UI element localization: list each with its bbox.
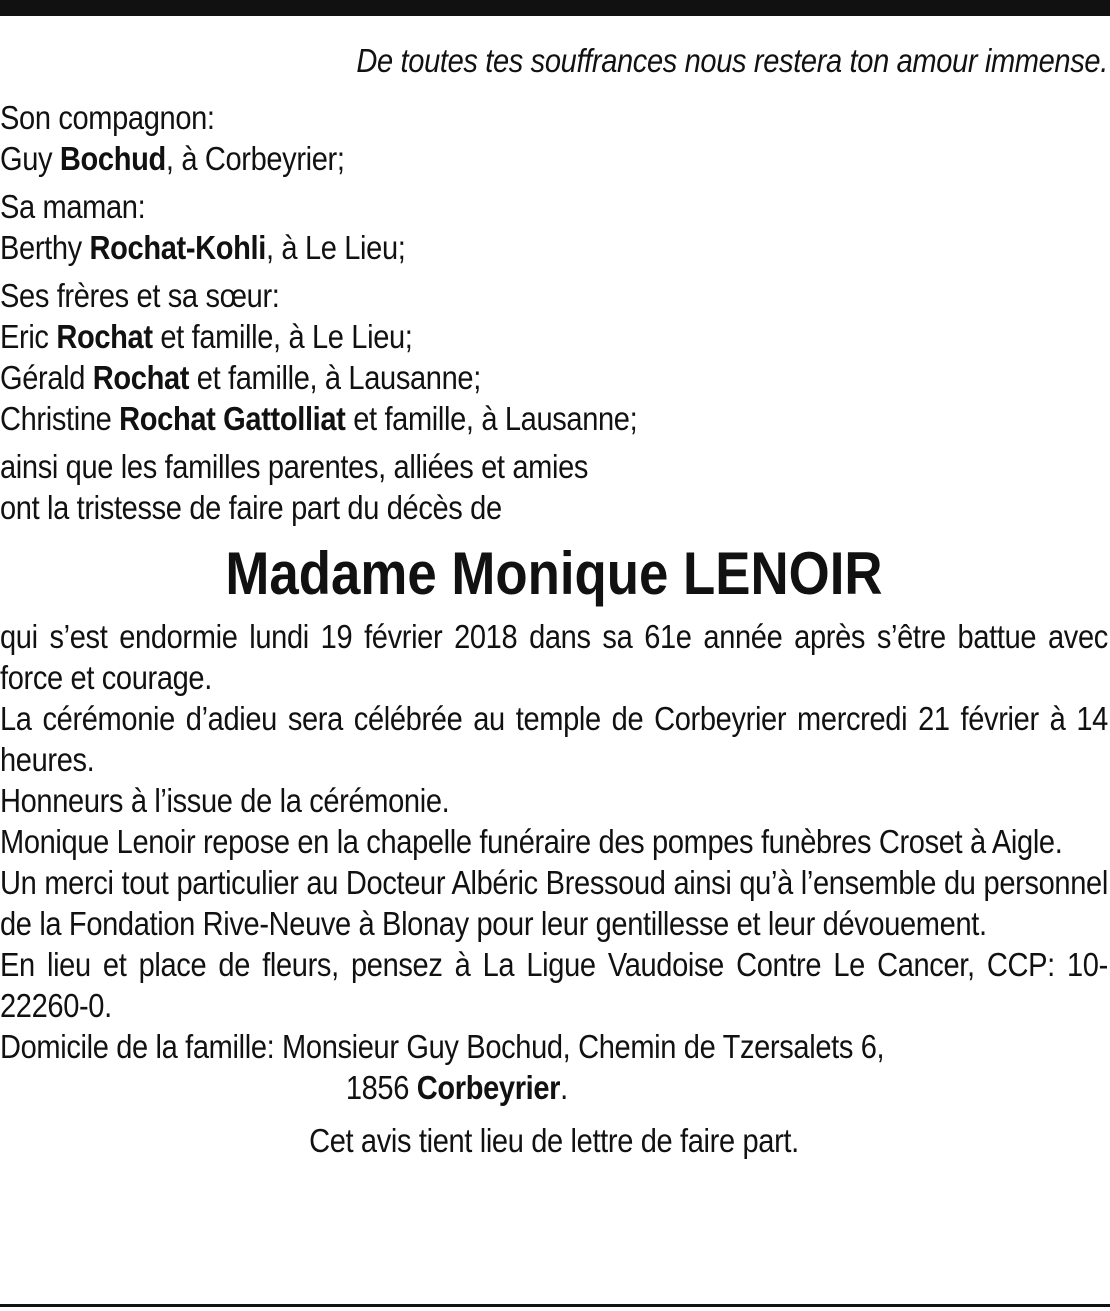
companion-surname: Bochud bbox=[59, 140, 166, 177]
companion-label: Son compagnon: bbox=[0, 99, 215, 136]
bottom-rule bbox=[0, 1304, 1110, 1307]
announcement-intro bbox=[0, 446, 1108, 528]
sibling-entry: Gérald Rochat et famille, à Lausanne; bbox=[0, 359, 481, 396]
intro-line: ont la tristesse de faire part du décès de bbox=[0, 489, 502, 526]
motto: De toutes tes souffrances nous restera ton amour immense. bbox=[356, 42, 1108, 79]
body-paragraph: La cérémonie d’adieu sera célébrée au temple de Corbeyrier mercredi 21 février à 14 heures. bbox=[0, 700, 1108, 778]
sibling-entry: Eric Rochat et famille, à Le Lieu; bbox=[0, 318, 413, 355]
body-paragraph: qui s’est endormie lundi 19 février 2018 dans sa 61e année après s’être battue avec force et courage. bbox=[0, 618, 1108, 696]
siblings-group bbox=[0, 275, 1108, 439]
address-line: Domicile de la famille: Monsieur Guy Bochud, Chemin de Tzersalets 6, bbox=[0, 1028, 885, 1065]
address-postcode-line: 1856 Corbeyrier. bbox=[345, 1069, 568, 1106]
body-paragraph: Honneurs à l’issue de la cérémonie. bbox=[0, 782, 450, 819]
siblings-label: Ses frères et sa sœur: bbox=[0, 277, 280, 314]
notice-body bbox=[0, 616, 1108, 1108]
mother-surname: Rochat-Kohli bbox=[89, 229, 266, 266]
family-address bbox=[0, 1026, 1108, 1108]
mother-label: Sa maman: bbox=[0, 188, 146, 225]
companion-entry: Guy Bochud, à Corbeyrier; bbox=[0, 140, 345, 177]
body-paragraph: Monique Lenoir repose en la chapelle funéraire des pompes funèbres Croset à Aigle. bbox=[0, 823, 1063, 860]
deceased-name: Madame Monique LENOIR bbox=[225, 540, 883, 607]
intro-line: ainsi que les familles parentes, alliées et amies bbox=[0, 448, 589, 485]
obituary-notice bbox=[0, 40, 1108, 1161]
address-town: Corbeyrier bbox=[416, 1069, 561, 1106]
companion-group bbox=[0, 97, 1108, 179]
closing-line: Cet avis tient lieu de lettre de faire part. bbox=[309, 1122, 799, 1159]
body-paragraph: En lieu et place de fleurs, pensez à La Ligue Vaudoise Contre Le Cancer, CCP: 10-22260-0. bbox=[0, 946, 1108, 1024]
mother-entry: Berthy Rochat-Kohli, à Le Lieu; bbox=[0, 229, 406, 266]
body-paragraph: Un merci tout particulier au Docteur Albéric Bressoud ainsi qu’à l’ensemble du personnel de la Fondation Rive-Neuve à Blonay pour leur gentillesse et leur dévouement. bbox=[0, 864, 1108, 942]
mother-group bbox=[0, 186, 1108, 268]
top-rule bbox=[0, 0, 1110, 16]
sibling-entry: Christine Rochat Gattolliat et famille, à Lausanne; bbox=[0, 400, 638, 437]
